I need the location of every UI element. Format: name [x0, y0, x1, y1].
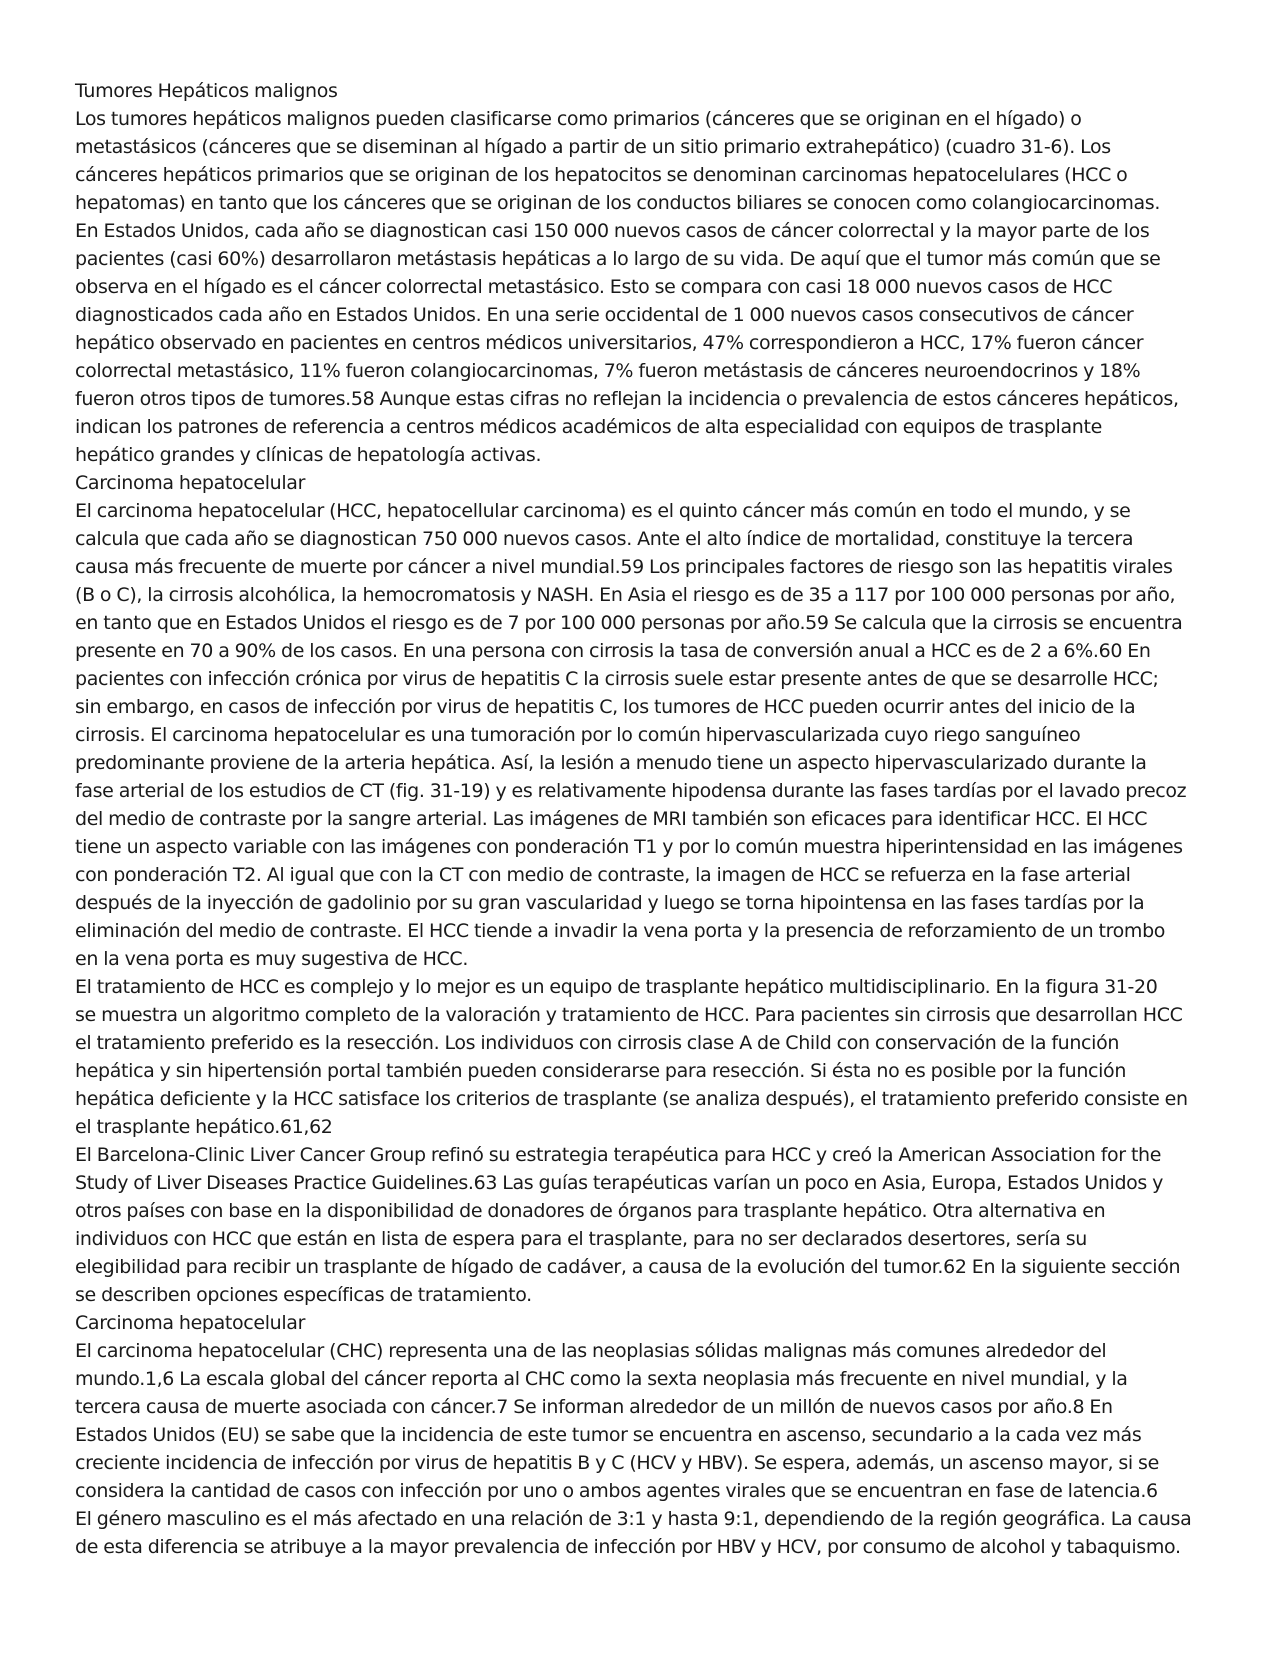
text-line: considera la cantidad de casos con infección por uno o ambos agentes virales que se encuentran en fase de latencia.6 — [75, 1480, 1158, 1502]
text-line: El género masculino es el más afectado en una relación de 3:1 y hasta 9:1, dependiendo de la región geográfica. La causa — [75, 1508, 1192, 1530]
text-line: presente en 70 a 90% de los casos. En una persona con cirrosis la tasa de conversión anual a HCC es de 2 a 6%.60 En — [75, 640, 1151, 662]
text-line: (B o C), la cirrosis alcohólica, la hemocromatosis y NASH. En Asia el riesgo es de 35 a 117 por 100 000 personas por año, — [75, 584, 1176, 606]
text-line: el trasplante hepático.61,62 — [75, 1116, 333, 1138]
document-page — [75, 77, 1210, 1561]
text-line: elegibilidad para recibir un trasplante de hígado de cadáver, a causa de la evolución del tumor.62 En la siguiente sección — [75, 1256, 1181, 1278]
text-line: individuos con HCC que están en lista de espera para el trasplante, para no ser declarados desertores, sería su — [75, 1228, 1087, 1250]
text-line: Study of Liver Diseases Practice Guidelines.63 Las guías terapéuticas varían un poco en Asia, Europa, Estados Unidos y — [75, 1172, 1164, 1194]
text-line: hepático grandes y clínicas de hepatología activas. — [75, 444, 542, 466]
text-line: mundo.1,6 La escala global del cáncer reporta al CHC como la sexta neoplasia más frecuente en nivel mundial, y la — [75, 1368, 1128, 1390]
heading-carcinoma-hepatocelular: Carcinoma hepatocelular — [75, 472, 306, 494]
text-line: eliminación del medio de contraste. El HCC tiende a invadir la vena porta y la presencia de reforzamiento de un trombo — [75, 920, 1166, 942]
text-line: calcula que cada año se diagnostican 750 000 nuevos casos. Ante el alto índice de mortalidad, constituye la tercera — [75, 528, 1134, 550]
text-line: cánceres hepáticos primarios que se originan de los hepatocitos se denominan carcinomas hepatocelulares (HCC o — [75, 164, 1128, 186]
text-line: con ponderación T2. Al igual que con la CT con medio de contraste, la imagen de HCC se refuerza en la fase arterial — [75, 864, 1131, 886]
text-line: pacientes con infección crónica por virus de hepatitis C la cirrosis suele estar presente antes de que se desarrolle HCC; — [75, 668, 1159, 690]
text-line: hepática y sin hipertensión portal también pueden considerarse para resección. Si ésta no es posible por la función — [75, 1060, 1127, 1082]
text-line: El carcinoma hepatocelular (HCC, hepatocellular carcinoma) es el quinto cáncer más común en todo el mundo, y se — [75, 500, 1131, 522]
text-line: diagnosticados cada año en Estados Unidos. En una serie occidental de 1 000 nuevos casos consecutivos de cáncer — [75, 304, 1134, 326]
text-line: El carcinoma hepatocelular (CHC) representa una de las neoplasias sólidas malignas más comunes alrededor del — [75, 1340, 1107, 1362]
text-line: colorrectal metastásico, 11% fueron colangiocarcinomas, 7% fueron metástasis de cánceres neuroendocrinos y 18% — [75, 360, 1141, 382]
text-line: tercera causa de muerte asociada con cáncer.7 Se informan alrededor de un millón de nuevos casos por año.8 En — [75, 1396, 1113, 1418]
text-line: predominante proviene de la arteria hepática. Así, la lesión a menudo tiene un aspecto hipervascularizado durante la — [75, 752, 1147, 774]
text-line: causa más frecuente de muerte por cáncer a nivel mundial.59 Los principales factores de riesgo son las hepatitis virales — [75, 556, 1173, 578]
text-line: se describen opciones específicas de tratamiento. — [75, 1284, 532, 1306]
text-line: pacientes (casi 60%) desarrollaron metástasis hepáticas a lo largo de su vida. De aquí que el tumor más común que se — [75, 248, 1161, 270]
text-line: cirrosis. El carcinoma hepatocelular es una tumoración por lo común hipervascularizada cuyo riego sanguíneo — [75, 724, 1081, 746]
text-line: El tratamiento de HCC es complejo y lo mejor es un equipo de trasplante hepático multidisciplinario. En la figura 31-20 — [75, 976, 1158, 998]
text-line: en tanto que en Estados Unidos el riesgo es de 7 por 100 000 personas por año.59 Se calcula que la cirrosis se encuentra — [75, 612, 1183, 634]
text-line: fueron otros tipos de tumores.58 Aunque estas cifras no reflejan la incidencia o prevalencia de estos cánceres hepáticos, — [75, 388, 1179, 410]
text-line: hepatomas) en tanto que los cánceres que se originan de los conductos biliares se conocen como colangiocarcinomas. — [75, 192, 1161, 214]
text-line: hepática deficiente y la HCC satisface los criterios de trasplante (se analiza después), el tratamiento preferido consiste en — [75, 1088, 1188, 1110]
text-line: Estados Unidos (EU) se sabe que la incidencia de este tumor se encuentra en ascenso, secundario a la cada vez más — [75, 1424, 1142, 1446]
text-line: metastásicos (cánceres que se diseminan al hígado a partir de un sitio primario extrahepático) (cuadro 31-6). Los — [75, 136, 1111, 158]
text-line: sin embargo, en casos de infección por virus de hepatitis C, los tumores de HCC pueden ocurrir antes del inicio de la — [75, 696, 1136, 718]
text-line: hepático observado en pacientes en centros médicos universitarios, 47% correspondieron a HCC, 17% fueron cáncer — [75, 332, 1144, 354]
text-line: En Estados Unidos, cada año se diagnostican casi 150 000 nuevos casos de cáncer colorrectal y la mayor parte de los — [75, 220, 1150, 242]
text-line: Los tumores hepáticos malignos pueden clasificarse como primarios (cánceres que se originan en el hígado) o — [75, 108, 1082, 130]
text-line: del medio de contraste por la sangre arterial. Las imágenes de MRI también son eficaces para identificar HCC. El HCC — [75, 808, 1148, 830]
text-line: después de la inyección de gadolinio por su gran vascularidad y luego se torna hipointensa en las fases tardías por la — [75, 892, 1145, 914]
text-line: fase arterial de los estudios de CT (fig. 31-19) y es relativamente hipodensa durante las fases tardías por el lavado precoz — [75, 780, 1187, 802]
text-line: creciente incidencia de infección por virus de hepatitis B y C (HCV y HBV). Se espera, además, un ascenso mayor, si se — [75, 1452, 1159, 1474]
text-line: observa en el hígado es el cáncer colorrectal metastásico. Esto se compara con casi 18 000 nuevos casos de HCC — [75, 276, 1113, 298]
text-line: el tratamiento preferido es la resección. Los individuos con cirrosis clase A de Child con conservación de la función — [75, 1032, 1120, 1054]
heading-tumores-hepaticos: Tumores Hepáticos malignos — [75, 80, 338, 102]
text-line: El Barcelona-Clinic Liver Cancer Group refinó su estrategia terapéutica para HCC y creó la American Association for the — [75, 1144, 1162, 1166]
heading-carcinoma-hepatocelular-2: Carcinoma hepatocelular — [75, 1312, 306, 1334]
text-line: otros países con base en la disponibilidad de donadores de órganos para trasplante hepático. Otra alternativa en — [75, 1200, 1106, 1222]
text-line: en la vena porta es muy sugestiva de HCC. — [75, 948, 469, 970]
text-line: indican los patrones de referencia a centros médicos académicos de alta especialidad con equipos de trasplante — [75, 416, 1102, 438]
text-line: tiene un aspecto variable con las imágenes con ponderación T1 y por lo común muestra hiperintensidad en las imágenes — [75, 836, 1183, 858]
text-line: se muestra un algoritmo completo de la valoración y tratamiento de HCC. Para pacientes sin cirrosis que desarrollan HCC — [75, 1004, 1183, 1026]
text-line: de esta diferencia se atribuye a la mayor prevalencia de infección por HBV y HCV, por consumo de alcohol y tabaquismo. — [75, 1536, 1181, 1558]
